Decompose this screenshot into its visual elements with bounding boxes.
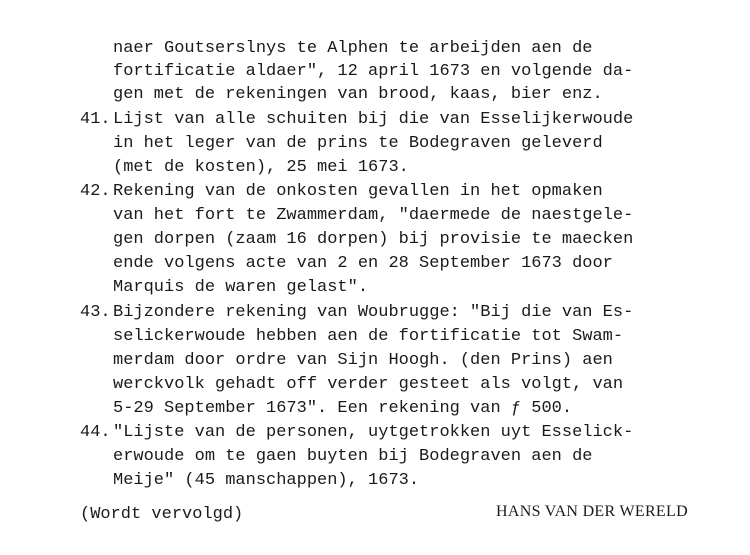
entry-line: "Lijste van de personen, uytgetrokken uyt Esselick- [113,423,634,442]
entry-line: Lijst van alle schuiten bij die van Esselijkerwoude [113,110,634,129]
author-byline: HANS VAN DER WERELD [496,503,688,520]
entry-line: erwoude om te gaen buyten bij Bodegraven aen de [113,447,593,466]
entry-line: Marquis de waren gelast". [113,278,369,297]
continuation-line: gen met de rekeningen van brood, kaas, bier enz. [113,85,603,104]
continuation-line: naer Goutserslnys te Alphen te arbeijden aen de [113,39,593,58]
entry-line: selickerwoude hebben aen de fortificatie tot Swam- [113,327,624,346]
continuation-line: fortificatie aldaer", 12 april 1673 en volgende da- [113,62,634,81]
entry-line: in het leger van de prins te Bodegraven geleverd [113,134,603,153]
entry-line: (met de kosten), 25 mei 1673. [113,158,409,177]
entry-line: Meije" (45 manschappen), 1673. [113,471,420,490]
entry-number: 42. [80,182,111,201]
entry-line: Rekening van de onkosten gevallen in het opmaken [113,182,603,201]
entry-line: merdam door ordre van Sijn Hoogh. (den Prins) aen [113,351,613,370]
entry-number: 41. [80,110,111,129]
entry-line: van het fort te Zwammerdam, "daermede de naestgele- [113,206,634,225]
continued-note: (Wordt vervolgd) [80,505,244,524]
entry-number: 43. [80,303,111,322]
entry-line: Bijzondere rekening van Woubrugge: "Bij die van Es- [113,303,634,322]
entry-line: werckvolk gehadt off verder gesteet als volgt, van [113,375,624,394]
entry-line: ende volgens acte van 2 en 28 September 1673 door [113,254,613,273]
entry-number: 44. [80,423,111,442]
entry-line: gen dorpen (zaam 16 dorpen) bij provisie te maecken [113,230,634,249]
entry-line: 5-29 September 1673". Een rekening van ƒ 500. [113,399,573,418]
